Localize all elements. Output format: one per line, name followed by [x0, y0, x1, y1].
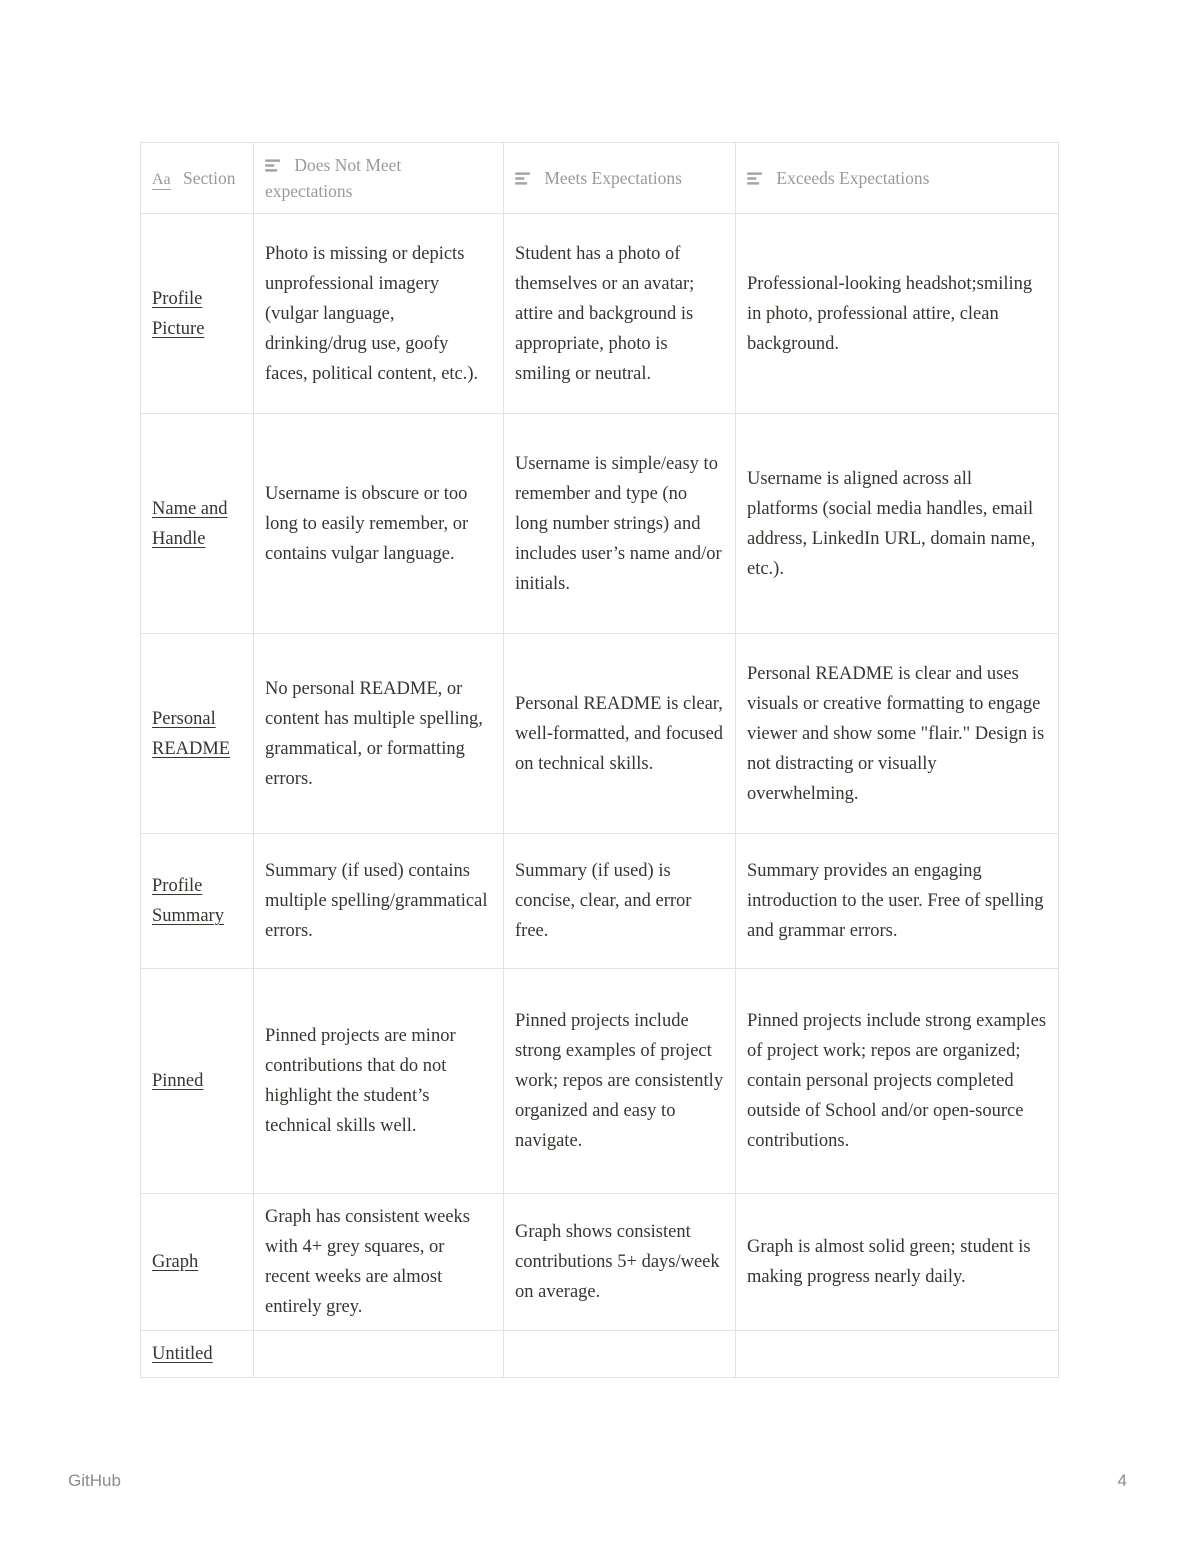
section-cell: [141, 969, 254, 1194]
does-not-meet-cell: Username is obscure or too long to easily remember, or contains vulgar language.: [254, 414, 504, 634]
does-not-meet-cell: No personal README, or content has multiple spelling, grammatical, or formatting errors.: [254, 634, 504, 834]
section-cell: [141, 834, 254, 969]
exceeds-cell: Personal README is clear and uses visuals or creative formatting to engage viewer and show some "flair." Design is not distracting or visually overwhelming.: [736, 634, 1059, 834]
does-not-meet-cell: Pinned projects are minor contributions that do not highlight the student’s technical skills well.: [254, 969, 504, 1194]
meets-cell: Student has a photo of themselves or an avatar; attire and background is appropriate, photo is smiling or neutral.: [504, 214, 736, 414]
column-header-label: Exceeds Expectations: [776, 168, 930, 188]
column-header-meets: [504, 143, 736, 214]
exceeds-cell: [736, 1331, 1059, 1378]
column-header-does-not-meet: [254, 143, 504, 214]
header-row: [141, 143, 1059, 214]
section-link[interactable]: Graph: [152, 1252, 199, 1272]
column-header-label: Meets Expectations: [544, 168, 682, 188]
page-number: 4: [1117, 1471, 1127, 1490]
section-link[interactable]: Profile Summary: [152, 876, 224, 926]
title-icon: Aa: [152, 171, 171, 188]
section-cell: [141, 414, 254, 634]
page-footer: [68, 1471, 1127, 1491]
rubric-table: [140, 142, 1059, 1378]
section-cell: [141, 1331, 254, 1378]
section-cell: [141, 634, 254, 834]
meets-cell: Personal README is clear, well-formatted, and focused on technical skills.: [504, 634, 736, 834]
text-icon: [515, 171, 532, 186]
table-row: [141, 834, 1059, 969]
table-row: [141, 634, 1059, 834]
column-header-label: Does Not Meet expectations: [265, 155, 402, 201]
section-link[interactable]: Profile Picture: [152, 288, 205, 339]
table-row: [141, 1331, 1059, 1378]
footer-doc-title: GitHub: [68, 1471, 121, 1490]
section-cell: [141, 214, 254, 414]
section-link[interactable]: Personal README: [152, 708, 231, 759]
table-row: [141, 414, 1059, 634]
does-not-meet-cell: Summary (if used) contains multiple spelling/grammatical errors.: [254, 834, 504, 969]
meets-cell: Username is simple/easy to remember and type (no long number strings) and includes user’s name and/or initials.: [504, 414, 736, 634]
does-not-meet-cell: Photo is missing or depicts unprofessional imagery (vulgar language, drinking/drug use, goofy faces, political content, etc.).: [254, 214, 504, 414]
column-header-label: Section: [183, 168, 236, 188]
exceeds-cell: Pinned projects include strong examples of project work; repos are organized; contain personal projects completed outside of School and/or open-source contributions.: [736, 969, 1059, 1194]
section-link[interactable]: Name and Handle: [152, 498, 228, 549]
section-cell: [141, 1194, 254, 1331]
meets-cell: Pinned projects include strong examples of project work; repos are consistently organized and easy to navigate.: [504, 969, 736, 1194]
meets-cell: Graph shows consistent contributions 5+ days/week on average.: [504, 1194, 736, 1331]
column-header-section: [141, 143, 254, 214]
table-row: [141, 969, 1059, 1194]
exceeds-cell: Username is aligned across all platforms (social media handles, email address, LinkedIn URL, domain name, etc.).: [736, 414, 1059, 634]
does-not-meet-cell: Graph has consistent weeks with 4+ grey squares, or recent weeks are almost entirely grey.: [254, 1194, 504, 1331]
meets-cell: Summary (if used) is concise, clear, and error free.: [504, 834, 736, 969]
meets-cell: [504, 1331, 736, 1378]
text-icon: [747, 171, 764, 186]
column-header-exceeds: [736, 143, 1059, 214]
exceeds-cell: Graph is almost solid green; student is making progress nearly daily.: [736, 1194, 1059, 1331]
text-icon: [265, 158, 282, 173]
table-row: [141, 214, 1059, 414]
exceeds-cell: Professional-looking headshot;smiling in photo, professional attire, clean background.: [736, 214, 1059, 414]
section-link[interactable]: Pinned: [152, 1071, 204, 1091]
table-row: [141, 1194, 1059, 1331]
does-not-meet-cell: [254, 1331, 504, 1378]
section-link[interactable]: Untitled: [152, 1344, 213, 1364]
exceeds-cell: Summary provides an engaging introduction to the user. Free of spelling and grammar errors.: [736, 834, 1059, 969]
